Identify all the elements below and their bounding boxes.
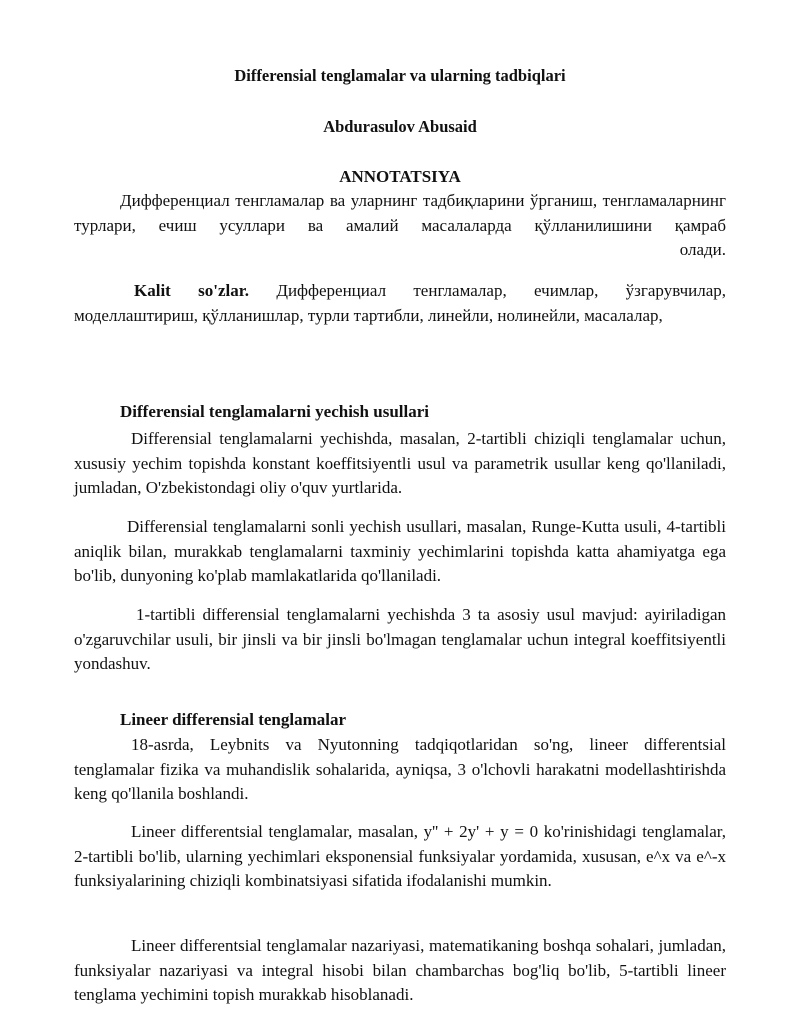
- abstract-body-text: Дифференциал тенгламалар ва уларнинг тадбиқларини ўрганиш, тенгламаларнинг турлари, ечиш усуллари ва амалий масалаларда қўлланилишини қамраб: [74, 191, 726, 235]
- paragraph: Differensial tenglamalarni yechishda, masalan, 2-tartibli chiziqli tenglamalar uchun, xususiy yechim topishda konstant koeffitsiyentli usul va parametrik usullar keng qo'llaniladi, jumladan, O'zbekistondagi oliy o'quv yurtlarida.: [74, 429, 726, 497]
- paragraph: Lineer differentsial tenglamalar, masalan, y'' + 2y' + y = 0 ko'rinishidagi tenglamalar, 2-tartibli bo'lib, ularning yechimlari eksponensial funksiyalar yordamida, xususan, e^x va e^-x funksiyalarining chiziqli kombinatsiyasi sifatida ifodalanishi mumkin.: [74, 822, 726, 890]
- abstract-body: [74, 189, 726, 238]
- paragraph: Differensial tenglamalarni sonli yechish usullari, masalan, Runge-Kutta usuli, 4-tartibli aniqlik bilan, murakkab tenglamalarni taxminiy yechimlarini topishda katta ahamiyatga ega bo'lib, dunyoning ko'plab mamlakatlarida qo'llaniladi.: [74, 517, 726, 585]
- abstract-heading: ANNOTATSIYA: [339, 167, 461, 186]
- section-heading-solving-methods: Differensial tenglamalarni yechish usullari: [120, 402, 429, 421]
- abstract-body-end: [74, 238, 726, 263]
- keywords-label: Kalit so'zlar.: [134, 281, 250, 300]
- keywords-text: Дифференциал тенгламалар, ечимлар, ўзгарувчилар, моделлаштириш, қўлланишлар, турли тартибли, линейли, нолинейли, масалалар,: [74, 281, 726, 325]
- paper-title: Differensial tenglamalar va ularning tadbiqlari: [234, 66, 566, 85]
- keywords-paragraph: [74, 279, 726, 328]
- section-heading-linear-equations: Lineer differensial tenglamalar: [120, 710, 347, 729]
- abstract-body-end-text: олади.: [679, 240, 726, 259]
- paragraph: 18-asrda, Leybnits va Nyutonning tadqiqotlaridan so'ng, lineer differentsial tenglamalar fizika va muhandislik sohalarida, ayniqsa, 3 o'lchovli harakatni modellashtirishda keng qo'llanila boshlandi.: [74, 735, 726, 803]
- paragraph: Lineer differentsial tenglamalar nazariyasi, matematikaning boshqa sohalari, jumladan, funksiyalar nazariyasi va integral hisobi bilan chambarchas bog'liq bo'lib, 5-tartibli lineer tenglama yechimini topish murakkab hisoblanadi.: [74, 936, 726, 1004]
- author-name: Abdurasulov Abusaid: [323, 117, 477, 136]
- paragraph: 1-tartibli differensial tenglamalarni yechishda 3 ta asosiy usul mavjud: ayiriladigan o'zgaruvchilar usuli, bir jinsli va bir jinsli bo'lmagan tenglamalar uchun integral koeffitsiyentli yondashuv.: [74, 605, 726, 673]
